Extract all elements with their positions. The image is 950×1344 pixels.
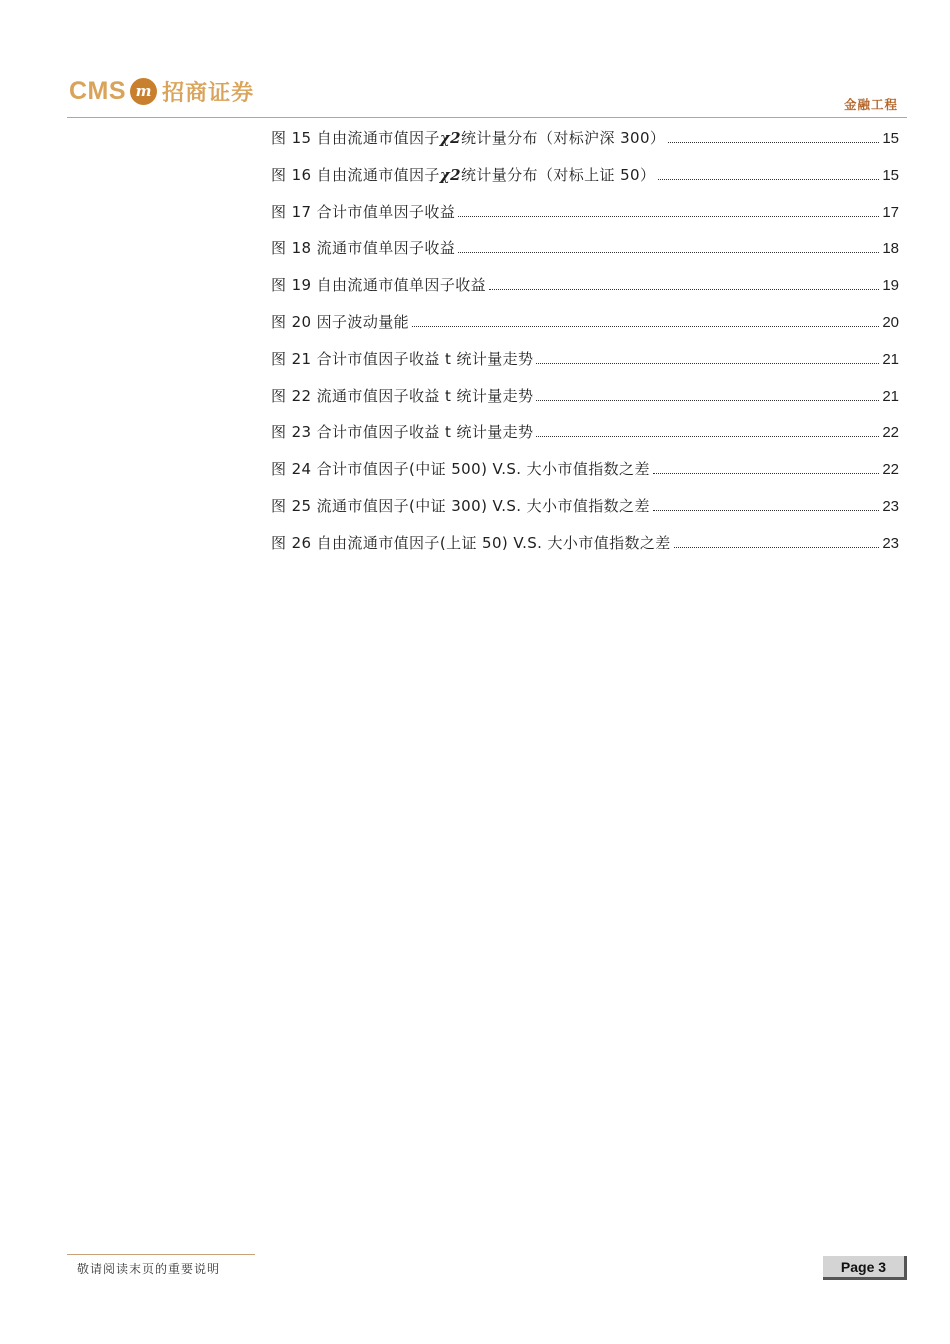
toc-entry-title: 图 22 流通市值因子收益 t 统计量走势 — [271, 386, 534, 405]
section-title: 金融工程 — [843, 97, 898, 112]
toc-entry-title: 图 26 自由流通市值因子(上证 50) V.S. 大小市值指数之差 — [271, 533, 671, 552]
toc-entry-label — [271, 165, 655, 185]
toc-entry-title: 图 21 合计市值因子收益 t 统计量走势 — [271, 349, 534, 368]
toc-dot-leader — [536, 436, 879, 437]
toc-entry-label — [271, 202, 455, 222]
toc-dot-leader — [458, 252, 879, 253]
toc-entry-title: 图 17 合计市值单因子收益 — [271, 202, 456, 221]
toc-entry-page-number: 20 — [882, 313, 899, 331]
toc-entry-page-number: 19 — [882, 277, 899, 295]
toc-entry-label — [271, 238, 455, 258]
toc-entry-label — [271, 459, 650, 479]
toc-entry-label — [271, 496, 650, 516]
toc-entry-page-number: 23 — [882, 497, 899, 515]
toc-entry-label — [271, 422, 533, 442]
toc-entry-page-number: 15 — [882, 166, 899, 184]
toc-entry-page-number: 22 — [882, 461, 899, 479]
toc-entry-page-number: 15 — [882, 130, 899, 147]
toc-entry-page-number: 21 — [882, 387, 899, 405]
toc-entry[interactable] — [271, 386, 899, 423]
toc-dot-leader — [653, 473, 879, 474]
toc-entry-title: 图 16 自由流通市值因子 — [271, 165, 440, 184]
toc-dot-leader — [536, 400, 879, 401]
toc-dot-leader — [658, 179, 879, 180]
toc-entry-page-number: 17 — [882, 203, 899, 221]
toc-entry-title-suffix: 统计量分布（对标上证 50） — [460, 165, 656, 184]
toc-entry-title: 图 25 流通市值因子(中证 300) V.S. 大小市值指数之差 — [271, 496, 650, 515]
toc-entry[interactable] — [271, 349, 899, 386]
page-number-badge: Page 3 — [823, 1256, 907, 1280]
toc-entry-label — [271, 312, 409, 332]
toc-entry-title: 图 20 因子波动量能 — [271, 312, 410, 331]
toc-dot-leader — [458, 216, 879, 217]
toc-entry-label — [271, 128, 665, 148]
toc-entry-label — [271, 533, 671, 553]
header-divider — [67, 117, 907, 118]
logo-badge-icon: m — [130, 78, 157, 105]
toc-entry-title: 图 19 自由流通市值单因子收益 — [271, 276, 487, 295]
figure-index-list — [271, 128, 899, 570]
toc-entry[interactable] — [271, 312, 899, 349]
logo-cms-text: CMS — [69, 76, 127, 105]
toc-entry[interactable] — [271, 422, 899, 459]
logo-chinese-name: 招商证券 — [162, 80, 255, 106]
toc-entry[interactable] — [271, 165, 899, 202]
toc-dot-leader — [489, 289, 879, 290]
toc-entry[interactable] — [271, 202, 899, 239]
toc-entry-symbol: χ2 — [439, 165, 461, 184]
toc-dot-leader — [412, 326, 879, 327]
toc-entry-title: 图 24 合计市值因子(中证 500) V.S. 大小市值指数之差 — [271, 460, 650, 479]
toc-entry[interactable] — [271, 275, 899, 312]
toc-entry-title-suffix: 统计量分布（对标沪深 300） — [460, 129, 666, 147]
disclaimer-note: 敬请阅读末页的重要说明 — [77, 1262, 221, 1276]
toc-entry-label — [271, 349, 533, 369]
toc-entry-page-number: 18 — [882, 240, 899, 258]
toc-entry[interactable] — [271, 533, 899, 570]
toc-entry[interactable] — [271, 496, 899, 533]
toc-dot-leader — [674, 547, 880, 548]
toc-entry-page-number: 21 — [882, 350, 899, 368]
toc-entry[interactable] — [271, 238, 899, 275]
toc-entry-title: 图 15 自由流通市值因子 — [271, 129, 440, 147]
toc-dot-leader — [536, 363, 879, 364]
toc-entry[interactable] — [271, 459, 899, 496]
company-logo — [69, 74, 254, 108]
toc-entry-label — [271, 386, 533, 406]
toc-dot-leader — [653, 510, 879, 511]
toc-entry-page-number: 22 — [882, 424, 899, 442]
toc-entry-title: 图 18 流通市值单因子收益 — [271, 239, 456, 258]
footer-divider — [67, 1254, 255, 1255]
toc-entry[interactable] — [271, 128, 899, 165]
toc-entry-page-number: 23 — [882, 534, 899, 552]
toc-entry-symbol: χ2 — [439, 129, 461, 147]
toc-dot-leader — [668, 142, 879, 143]
toc-entry-title: 图 23 合计市值因子收益 t 统计量走势 — [271, 423, 534, 442]
toc-entry-label — [271, 275, 486, 295]
